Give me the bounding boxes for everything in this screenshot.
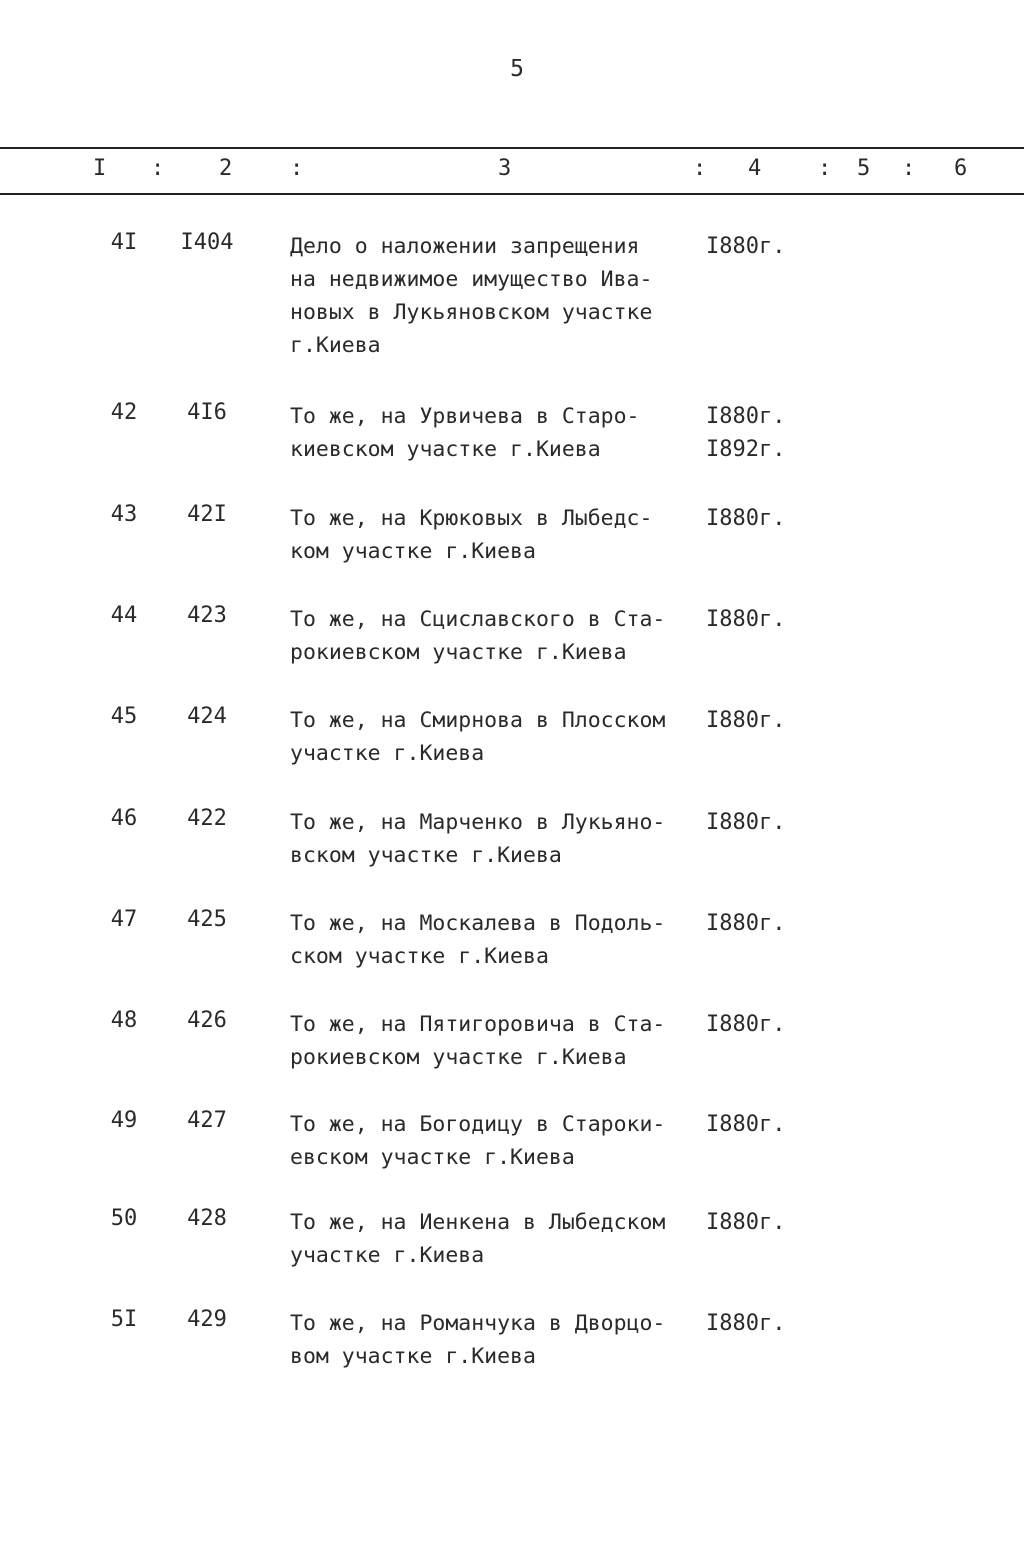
header-separator: : (693, 156, 707, 181)
row-description (290, 400, 710, 466)
row-ordinal: 49 (110, 1108, 138, 1133)
description-line: То же, на Крюковых в Лыбедс- (290, 506, 653, 531)
row-description (290, 603, 710, 669)
row-ordinal: 47 (110, 907, 138, 932)
description-line: на недвижимое имущество Ива- (290, 267, 653, 292)
table-row (0, 400, 1024, 502)
row-dates (706, 603, 785, 636)
row-date: I880г. (706, 506, 786, 531)
row-description (290, 230, 710, 362)
row-ordinal: 43 (110, 502, 138, 527)
description-line: ском участке г.Киева (290, 944, 549, 969)
row-case-number: 42I (187, 502, 227, 527)
row-date: I880г. (706, 708, 786, 733)
table-body (0, 230, 1024, 1407)
description-line: Дело о наложении запрещения (290, 234, 640, 259)
row-ordinal: 46 (110, 806, 138, 831)
row-case-number: 425 (187, 907, 227, 932)
row-case-number: 424 (187, 704, 227, 729)
description-line: г.Киева (290, 333, 381, 358)
row-case-number: 429 (187, 1307, 227, 1332)
description-line: вом участке г.Киева (290, 1344, 536, 1369)
row-ordinal: 48 (110, 1008, 138, 1033)
description-line: То же, на Богодицу в Староки- (290, 1112, 666, 1137)
description-line: То же, на Урвичева в Старо- (290, 404, 640, 429)
row-dates (706, 502, 785, 535)
header-separator: : (151, 156, 165, 181)
row-description (290, 1108, 710, 1174)
row-date: I880г. (706, 1210, 786, 1235)
row-description (290, 1206, 710, 1272)
description-line: То же, на Марченко в Лукьяно- (290, 810, 666, 835)
row-case-number: 4I6 (187, 400, 227, 425)
header-col-5: 5 (857, 156, 871, 181)
table-header-top-rule (0, 147, 1024, 149)
row-ordinal: 4I (110, 230, 138, 255)
description-line: То же, на Москалева в Подоль- (290, 911, 666, 936)
description-line: То же, на Пятигоровича в Ста- (290, 1012, 666, 1037)
description-line: участке г.Киева (290, 741, 485, 766)
header-col-4: 4 (748, 156, 762, 181)
row-ordinal: 45 (110, 704, 138, 729)
row-description (290, 1008, 710, 1074)
row-ordinal: 42 (110, 400, 138, 425)
description-line: То же, на Иенкена в Лыбедском (290, 1210, 666, 1235)
table-row (0, 1008, 1024, 1108)
table-row (0, 806, 1024, 907)
table-row (0, 1307, 1024, 1407)
row-date: I892г. (706, 437, 786, 462)
description-line: То же, на Смирнова в Плосском (290, 708, 666, 733)
row-date: I880г. (706, 234, 786, 259)
row-description (290, 1307, 710, 1373)
description-line: ком участке г.Киева (290, 539, 536, 564)
table-row (0, 704, 1024, 806)
row-dates (706, 1108, 785, 1141)
row-description (290, 907, 710, 973)
row-date: I880г. (706, 607, 786, 632)
row-case-number: 423 (187, 603, 227, 628)
row-case-number: I404 (180, 230, 234, 255)
header-col-6: 6 (954, 156, 968, 181)
description-line: То же, на Романчука в Дворцо- (290, 1311, 666, 1336)
description-line: То же, на Сциславского в Ста- (290, 607, 666, 632)
row-date: I880г. (706, 1112, 786, 1137)
table-row (0, 1108, 1024, 1206)
header-col-2: 2 (219, 156, 233, 181)
table-row (0, 230, 1024, 400)
row-dates (706, 1008, 785, 1041)
description-line: евском участке г.Киева (290, 1145, 575, 1170)
description-line: вском участке г.Киева (290, 843, 562, 868)
row-dates (706, 907, 785, 940)
table-header-bottom-rule (0, 193, 1024, 195)
row-dates (706, 230, 785, 263)
page-number: 5 (510, 56, 524, 82)
row-dates (706, 1206, 785, 1239)
row-ordinal: 5I (110, 1307, 138, 1332)
row-description (290, 704, 710, 770)
row-dates (706, 704, 785, 737)
row-case-number: 422 (187, 806, 227, 831)
table-row (0, 907, 1024, 1008)
row-case-number: 427 (187, 1108, 227, 1133)
row-ordinal: 50 (110, 1206, 138, 1231)
row-case-number: 428 (187, 1206, 227, 1231)
row-date: I880г. (706, 810, 786, 835)
row-dates (706, 400, 785, 466)
description-line: участке г.Киева (290, 1243, 485, 1268)
row-description (290, 502, 710, 568)
row-dates (706, 1307, 785, 1340)
row-date: I880г. (706, 1012, 786, 1037)
row-date: I880г. (706, 1311, 786, 1336)
description-line: рокиевском участке г.Киева (290, 1045, 627, 1070)
row-date: I880г. (706, 404, 786, 429)
header-col-1: I (93, 156, 107, 181)
table-row (0, 1206, 1024, 1307)
header-separator: : (902, 156, 916, 181)
row-dates (706, 806, 785, 839)
header-separator: : (290, 156, 304, 181)
row-ordinal: 44 (110, 603, 138, 628)
row-description (290, 806, 710, 872)
header-separator: : (818, 156, 832, 181)
description-line: киевском участке г.Киева (290, 437, 601, 462)
row-date: I880г. (706, 911, 786, 936)
row-case-number: 426 (187, 1008, 227, 1033)
description-line: рокиевском участке г.Киева (290, 640, 627, 665)
header-col-3: 3 (498, 156, 512, 181)
table-row (0, 603, 1024, 704)
table-row (0, 502, 1024, 603)
description-line: новых в Лукьяновском участке (290, 300, 653, 325)
